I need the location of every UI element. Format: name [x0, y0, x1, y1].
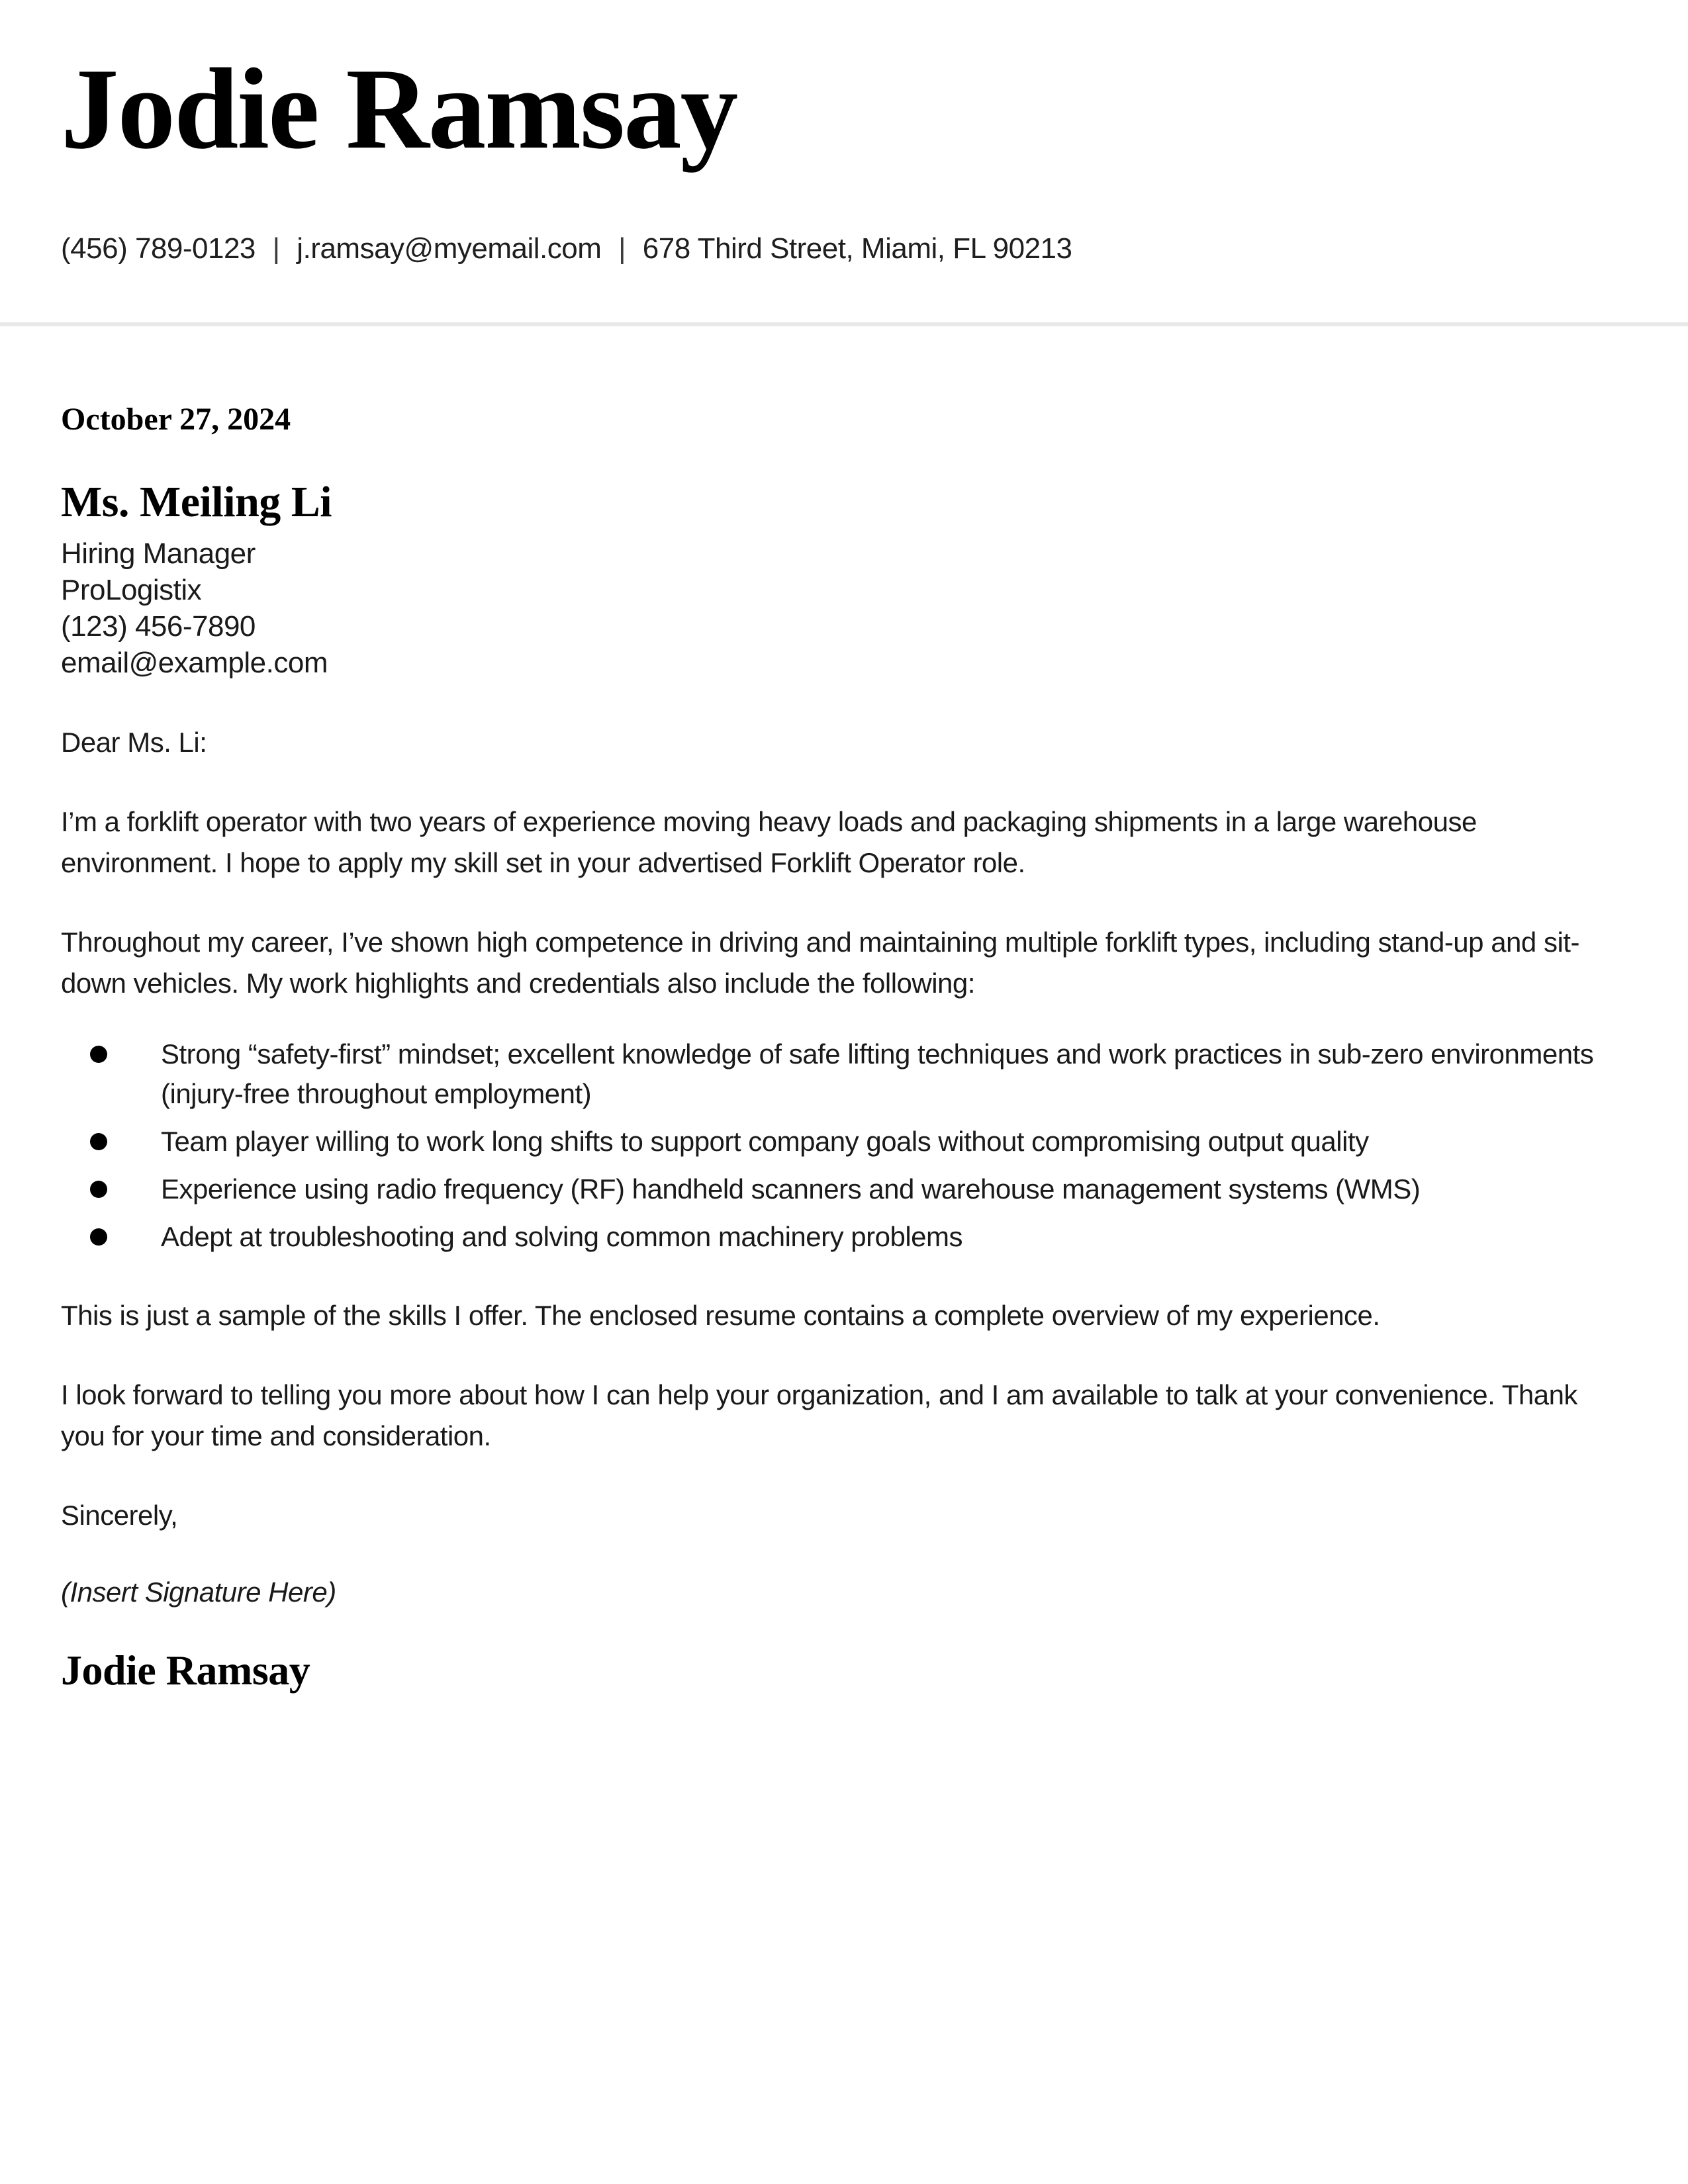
contact-separator: | [272, 232, 280, 265]
contact-separator: | [618, 232, 626, 265]
body-paragraph-1: I’m a forklift operator with two years of experience moving heavy loads and packaging shipments in a large warehouse environment. I hope to apply my skill set in your advertised Forklift Operator role. [61, 805, 1477, 878]
highlight-text: Experience using radio frequency (RF) handheld scanners and warehouse management systems (WMS) [161, 1173, 1421, 1205]
highlight-item [61, 1217, 1622, 1257]
recipient-name: Ms. Meiling Li [61, 477, 332, 526]
highlight-item [61, 1122, 1622, 1161]
candidate-name: Jodie Ramsay [61, 44, 737, 173]
contact-address: 678 Third Street, Miami, FL 90213 [642, 232, 1072, 265]
valediction: Sincerely, [61, 1499, 178, 1531]
highlight-item [61, 1169, 1622, 1209]
contact-line [61, 231, 1622, 267]
contact-phone: (456) 789-0123 [61, 232, 256, 265]
recipient-title: Hiring Manager [61, 537, 256, 570]
letter-header [0, 0, 1688, 267]
contact-email: j.ramsay@myemail.com [297, 232, 602, 265]
highlights-list [61, 1034, 1622, 1257]
recipient-email: email@example.com [61, 646, 328, 679]
bullet-icon [90, 1133, 107, 1150]
signature-placeholder: (Insert Signature Here) [61, 1576, 336, 1608]
body-paragraph-2: Throughout my career, I’ve shown high competence in driving and maintaining multiple forklift types, including stand-up and sit-down vehicles. My work highlights and credentials also include the following: [61, 926, 1579, 999]
closing-paragraph-1: This is just a sample of the skills I offer. The enclosed resume contains a complete overview of my experience. [61, 1299, 1380, 1331]
bullet-icon [90, 1228, 107, 1246]
recipient-block [61, 476, 1622, 681]
recipient-company: ProLogistix [61, 573, 202, 606]
closing-paragraph-2: I look forward to telling you more about how I can help your organization, and I am available to talk at your convenience. Thank you for your time and consideration. [61, 1379, 1577, 1451]
letter-date: October 27, 2024 [61, 401, 291, 437]
salutation: Dear Ms. Li: [61, 726, 207, 758]
highlight-text: Adept at troubleshooting and solving common machinery problems [161, 1220, 963, 1252]
highlight-item [61, 1034, 1622, 1114]
highlight-text: Team player willing to work long shifts to support company goals without compromising output quality [161, 1125, 1369, 1157]
signature-name: Jodie Ramsay [61, 1646, 310, 1694]
recipient-phone: (123) 456-7890 [61, 610, 256, 643]
letter-body [0, 400, 1688, 1762]
highlight-text: Strong “safety-first” mindset; excellent knowledge of safe lifting techniques and work practices in sub-zero environments (injury-free throughout employment) [161, 1038, 1594, 1109]
bullet-icon [90, 1181, 107, 1198]
header-divider [0, 322, 1688, 326]
bullet-icon [90, 1046, 107, 1063]
